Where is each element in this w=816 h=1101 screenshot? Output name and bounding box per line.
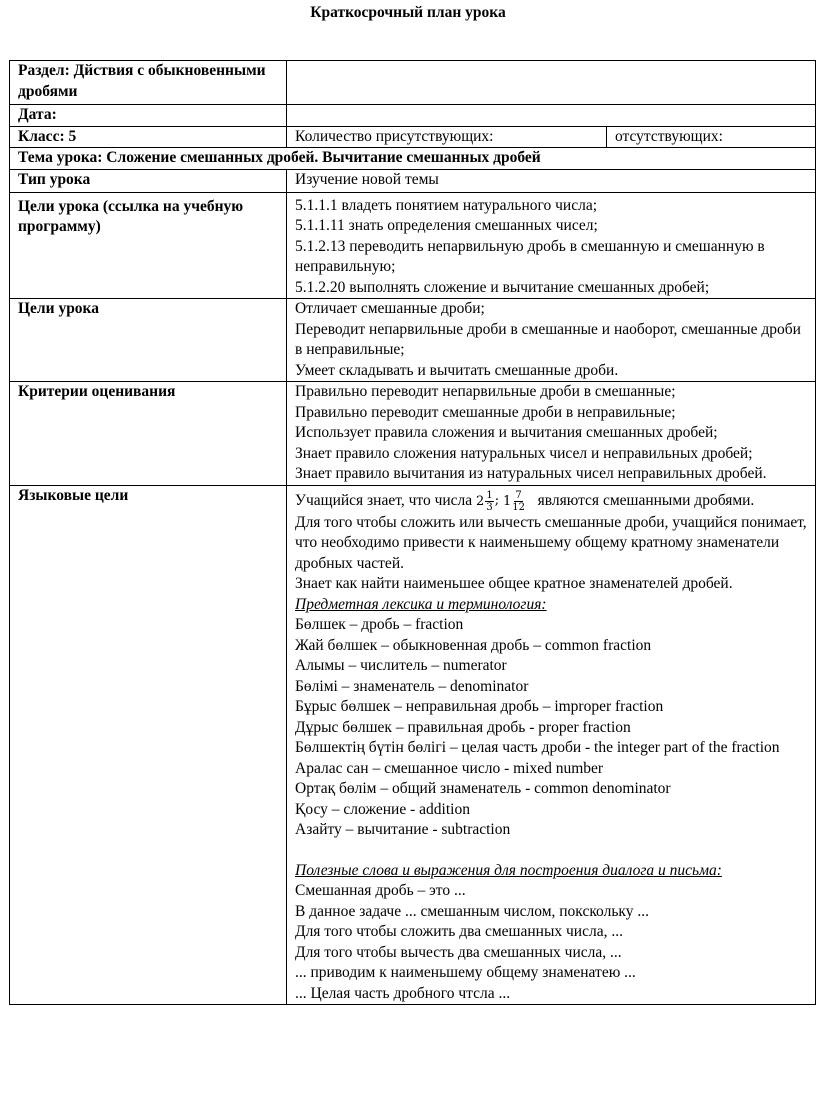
vocab-item: Бөлімі – знаменатель – denominator [295,677,529,695]
language-paragraph: Знает как найти наименьшее общее кратное знаменателей дробей. [295,575,733,592]
section-value [287,61,816,105]
mixed-number-1 [476,490,495,513]
criteria-item: Правильно переводит смешанные дроби в неправильные; [295,403,676,421]
vocab-item: Дұрыс бөлшек – правильная дробь - proper fraction [295,718,631,736]
learning-goal-item: 5.1.2.20 выполнять сложение и вычитание смешанных дробей; [295,278,710,296]
language-goals-value [287,485,816,1005]
lesson-goal-item: Переводит непарвильные дроби в смешанные и наоборот, смешанные дроби в неправильные; [295,320,801,358]
learning-goals-label: Цели урока (ссылка на учебную программу) [10,192,287,299]
page-title: Краткосрочный план урока [310,4,506,21]
mixed-number-2 [503,490,526,513]
learning-goal-item: 5.1.2.13 переводить непарвильную дробь в смешанную и смешанную в неправильную; [295,237,765,275]
phrase-item: Для того чтобы сложить два смешанных числа, ... [295,923,623,940]
criteria-value [287,382,816,486]
class-row [10,126,816,148]
criteria-row [10,382,816,486]
separator: ; [494,492,500,508]
spacer [295,841,807,861]
denominator: 3 [486,501,493,513]
criteria-item: Использует правила сложения и вычитания смешанных дробей; [295,424,718,441]
lesson-goal-item: Отличает смешанные дроби; [295,300,485,317]
vocab-item: Бөлшек – дробь – fraction [295,616,464,633]
language-goals-label: Языковые цели [10,485,287,1005]
vocab-item: Азайту – вычитание - subtraction [295,821,511,838]
criteria-label: Критерии оценивания [10,382,287,486]
intro-before: Учащийся знает, что числа [295,491,473,509]
vocab-item: Қосу – сложение - addition [295,800,470,818]
vocab-item: Ортақ бөлім – общий знаменатель - common denominator [295,780,671,797]
learning-goal-item: 5.1.1.11 знать определения смешанных чисел; [295,217,598,234]
phrase-item: ... приводим к наименьшему общему знаменатею ... [295,964,636,981]
lesson-plan-table [9,60,816,1005]
intro-after: являются смешанными дробями. [537,491,755,509]
fraction [512,490,525,513]
numerator: 7 [515,489,522,501]
phrase-item: В данное задаче ... смешанным числом, покскольку ... [295,902,649,920]
mixed-whole: 1 [502,493,512,509]
language-goals-row [10,485,816,1005]
denominator: 12 [512,501,525,513]
phrase-item: Смешанная дробь – это ... [295,882,466,899]
fraction [485,490,493,513]
date-value [287,105,816,127]
lesson-type-value: Изучение новой темы [287,169,816,192]
learning-goals-row [10,192,816,299]
lesson-goals-label: Цели урока [10,299,287,382]
learning-goal-item: 5.1.1.1 владеть понятием натурального числа; [295,196,598,214]
date-row [10,105,816,127]
criteria-item: Знает правило сложения натуральных чисел и неправильных дробей; [295,444,753,462]
vocab-heading: Предметная лексика и терминология: [295,595,547,613]
language-paragraph: Для того чтобы сложить или вычесть смешанные дроби, учащийся понимает, что необходимо привести к наименьшему общему кратному знаменатели дробных частей. [295,513,807,572]
section-row [10,61,816,105]
topic-row [10,148,816,170]
present-count-label: Количество присутствующих: [287,126,607,148]
mixed-whole: 2 [476,493,485,509]
absent-count-label: отсутствующих: [607,126,816,148]
learning-goals-value [287,192,816,299]
date-label: Дата: [10,105,287,127]
vocab-item: Бөлшектің бүтін бөлігі – целая часть дроби - the integer part of the fraction [295,739,780,756]
criteria-item: Правильно переводит непарвильные дроби в смешанные; [295,383,676,400]
phrase-item: ... Целая часть дробного чтсла ... [295,984,511,1002]
vocab-item: Бұрыс бөлшек – неправильная дробь – improper fraction [295,698,664,715]
vocab-item: Жай бөлшек – обыкновенная дробь – common fraction [295,636,652,654]
topic-label: Тема урока: Сложение смешанных дробей. Вычитание смешанных дробей [10,148,816,170]
phrase-item: Для того чтобы вычесть два смешанных числа, ... [295,943,622,961]
lesson-goals-row [10,299,816,382]
phrases-heading: Полезные слова и выражения для построения диалога и письма: [295,861,722,879]
mixed-numbers-sentence [295,490,807,513]
vocab-item: Аралас сан – смешанное число - mixed number [295,759,604,777]
criteria-item: Знает правило вычитания из натуральных чисел неправильных дробей. [295,465,767,482]
lesson-type-row [10,169,816,192]
numerator: 1 [486,489,493,501]
vocab-item: Алымы – числитель – numerator [295,657,507,674]
class-label: Класс: 5 [10,126,287,148]
lesson-goals-value [287,299,816,382]
lesson-type-label: Тип урока [10,169,287,192]
lesson-goal-item: Умеет складывать и вычитать смешанные дроби. [295,361,619,379]
section-label: Раздел: Дйствия с обыкновенными дробями [10,61,287,105]
